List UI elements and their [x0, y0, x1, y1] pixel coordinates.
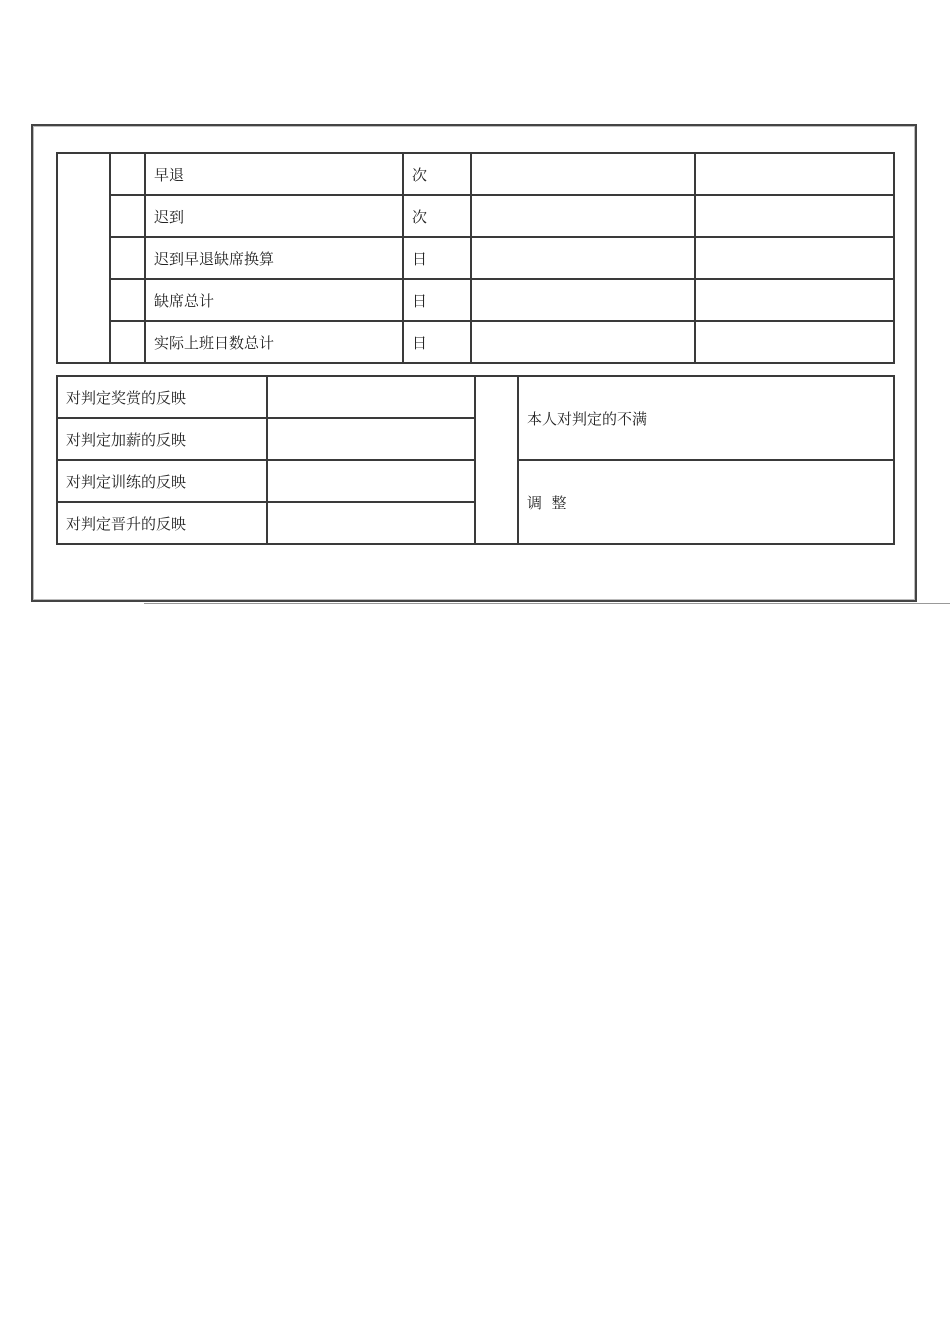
table-row	[57, 153, 894, 195]
unit-label: 日	[403, 237, 471, 279]
adjustment-label: 调 整	[518, 460, 894, 544]
reflection-value-cell[interactable]	[267, 502, 475, 544]
table-row	[57, 195, 894, 237]
reflection-value-cell[interactable]	[267, 460, 475, 502]
item-label: 实际上班日数总计	[145, 321, 403, 363]
unit-label: 次	[403, 195, 471, 237]
reflection-table	[56, 375, 895, 545]
item-label: 迟到早退缺席换算	[145, 237, 403, 279]
value-cell[interactable]	[695, 279, 894, 321]
category-cell	[57, 153, 110, 363]
reflection-label: 对判定加薪的反映	[57, 418, 267, 460]
reflection-label: 对判定晋升的反映	[57, 502, 267, 544]
unit-label: 日	[403, 279, 471, 321]
value-cell[interactable]	[471, 153, 695, 195]
reflection-value-cell[interactable]	[267, 418, 475, 460]
index-cell	[110, 321, 145, 363]
item-label: 早退	[145, 153, 403, 195]
table-row	[57, 237, 894, 279]
unit-label: 次	[403, 153, 471, 195]
table-row	[57, 279, 894, 321]
attendance-table	[56, 152, 895, 364]
reflection-label: 对判定奖赏的反映	[57, 376, 267, 418]
dissatisfaction-label: 本人对判定的不满	[518, 376, 894, 460]
item-label: 迟到	[145, 195, 403, 237]
value-cell[interactable]	[471, 237, 695, 279]
index-cell	[110, 279, 145, 321]
value-cell[interactable]	[471, 279, 695, 321]
value-cell[interactable]	[471, 195, 695, 237]
table-row	[57, 376, 894, 418]
index-cell	[110, 195, 145, 237]
spacer-cell	[475, 376, 518, 544]
reflection-label: 对判定训练的反映	[57, 460, 267, 502]
value-cell[interactable]	[695, 321, 894, 363]
index-cell	[110, 237, 145, 279]
index-cell	[110, 153, 145, 195]
value-cell[interactable]	[695, 237, 894, 279]
value-cell[interactable]	[695, 153, 894, 195]
reflection-value-cell[interactable]	[267, 376, 475, 418]
value-cell[interactable]	[695, 195, 894, 237]
item-label: 缺席总计	[145, 279, 403, 321]
table-row	[57, 321, 894, 363]
unit-label: 日	[403, 321, 471, 363]
bottom-rule	[144, 603, 950, 604]
value-cell[interactable]	[471, 321, 695, 363]
